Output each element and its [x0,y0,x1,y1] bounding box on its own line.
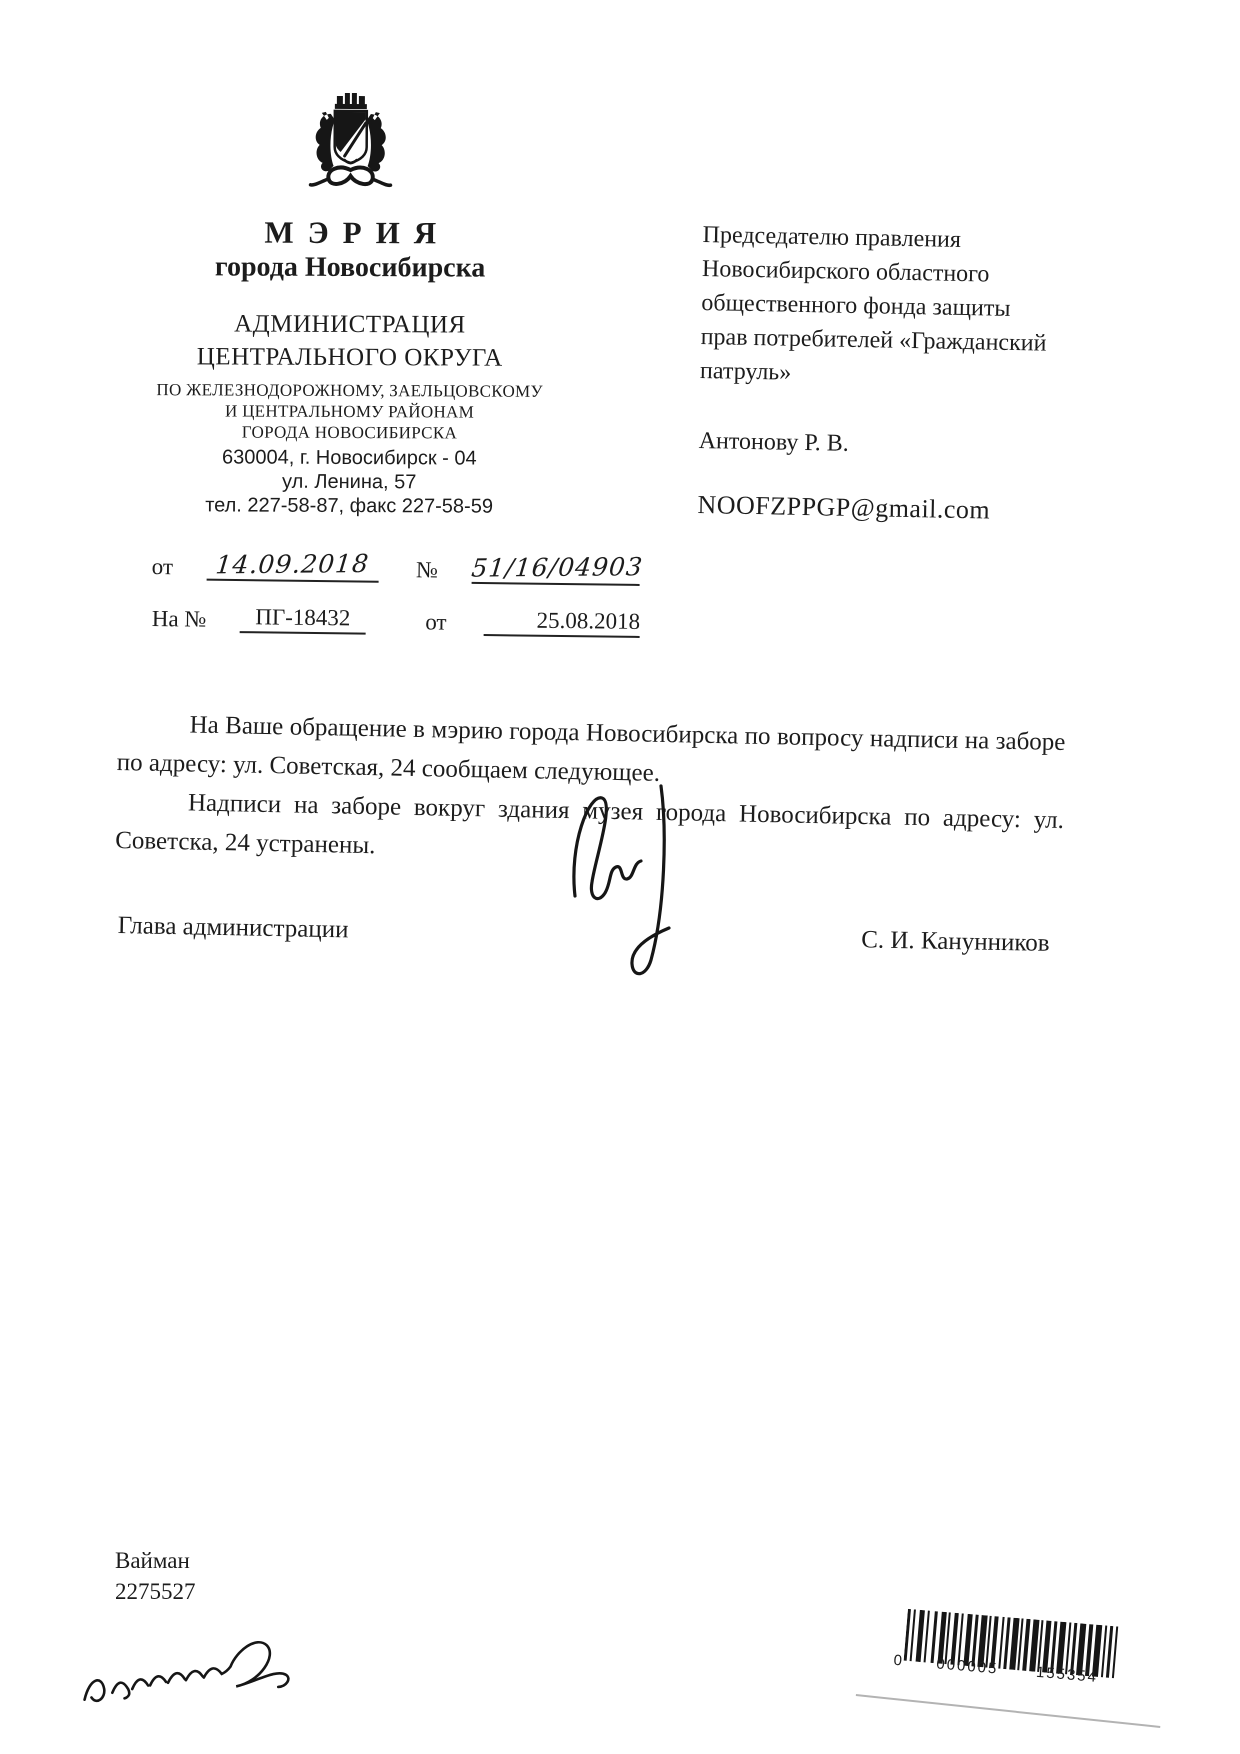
recipient-name: Антонову Р. В. [698,427,850,457]
reply-to-label: На № [151,605,207,632]
signature-kanunnikov [545,778,705,983]
barcode [893,1608,1119,1687]
novosibirsk-coat-of-arms-icon [299,90,401,198]
signer-name: С. И. Канунников [860,926,1050,957]
incoming-reference-line [152,603,641,638]
body-paragraph-2: Надписи на заборе вокруг здания музея города Новосибирска по адресу: ул. Советска, 24 устранены. [114,789,1065,860]
recipient-line: Новосибирского областного [701,255,990,288]
recipient-line: прав потребителей «Гражданский [700,323,1047,357]
outgoing-date-field [206,549,378,583]
phone-fax: тел. 227-58-87, факс 227-58-59 [205,494,494,518]
org-name-line2: города Новосибирска [214,251,486,284]
signature-executor [74,1628,307,1736]
recipient-line: общественного фонда защиты [701,289,1011,322]
outgoing-reference-line [151,548,645,586]
recipient-line: патруль» [699,357,792,386]
department-line2: ЦЕНТРАЛЬНОГО ОКРУГА [196,343,503,372]
executor-name: Вайман [115,1548,190,1573]
incoming-number-field [240,604,366,635]
barcode-digit-left: 0 [892,1651,905,1670]
districts-line2: И ЦЕНТРАЛЬНОМУ РАЙОНАМ [224,401,475,422]
barcode-digits-mid: 000005 [935,1655,999,1678]
recipient-line: Председателю правления [702,221,962,253]
districts-line1: ПО ЖЕЛЕЗНОДОРОЖНОМУ, ЗАЕЛЬЦОВСКОМУ [156,380,543,401]
signer-position: Глава администрации [117,912,349,944]
incoming-date-field [484,607,640,638]
org-name-line1: МЭРИЯ [264,214,451,251]
postal-address: 630004, г. Новосибирск - 04 [221,446,477,470]
outgoing-number-field [469,552,645,586]
incoming-number: ПГ-18432 [255,604,351,631]
incoming-date: 25.08.2018 [536,607,641,634]
letterhead [109,89,591,519]
barcode-digits-right: 155354 [1035,1663,1099,1686]
recipient-block [697,218,1103,530]
handwritten-number: 51/16/04903 [469,552,645,583]
executor-block [115,1545,196,1607]
handwritten-date: 14.09.2018 [214,549,371,580]
body-paragraph-1: На Ваше обращение в мэрию города Новосибирска по вопросу надписи на заборе по адресу: ул. Советская, 24 сообщаем следующее. [116,711,1066,787]
from-label: от [151,553,174,580]
department-line1: АДМИНИСТРАЦИЯ [234,310,466,339]
executor-phone: 2275527 [115,1579,196,1604]
number-label: № [415,557,439,583]
scan-artifact-line [856,1694,1161,1728]
recipient-email: NOOFZPPGP@gmail.com [697,489,991,525]
districts-line3: ГОРОДА НОВОСИБИРСКА [241,422,458,443]
reply-from-label: от [425,609,447,635]
street-address: ул. Ленина, 57 [282,470,417,494]
